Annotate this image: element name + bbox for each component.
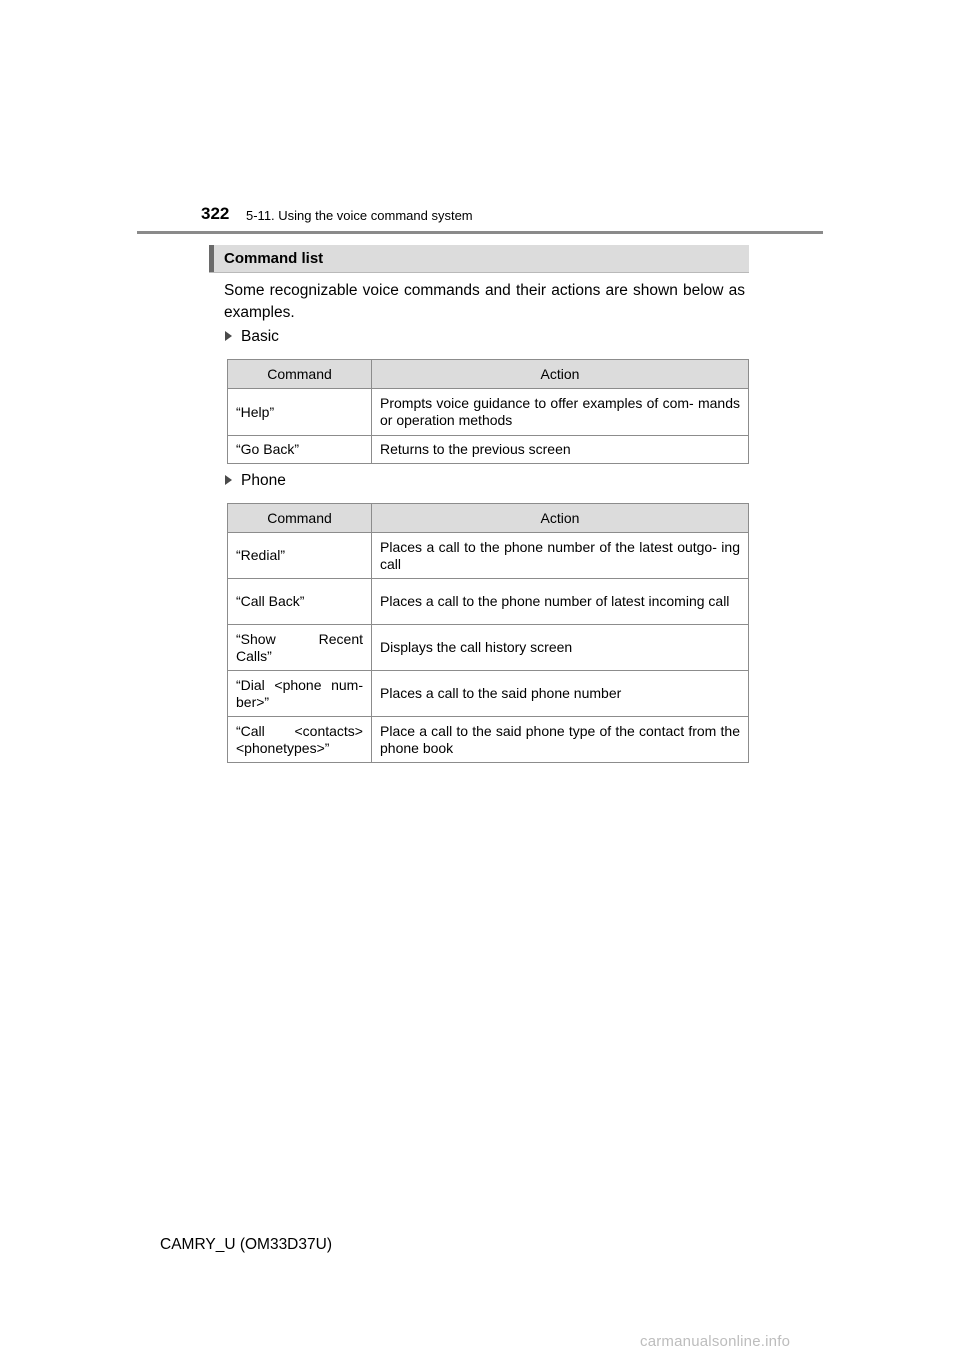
action-cell: Places a call to the phone number of the latest outgo- ing call (372, 533, 749, 579)
bullet-phone (225, 471, 286, 491)
command-cell: “Call <contacts> <phonetypes>” (228, 717, 372, 763)
action-cell: Returns to the previous screen (372, 436, 749, 464)
subheading-command-list (209, 245, 749, 273)
command-cell: “Go Back” (228, 436, 372, 464)
table-row (228, 579, 749, 625)
command-cell: “Help” (228, 389, 372, 436)
triangle-bullet-icon (225, 475, 232, 485)
command-cell: “Dial <phone num- ber>” (228, 671, 372, 717)
intro-paragraph: Some recognizable voice commands and their actions are shown below as examples. (224, 282, 745, 321)
section-title: 5-11. Using the voice command system (246, 208, 473, 223)
basic-command-table (227, 359, 749, 464)
command-cell: “Call Back” (228, 579, 372, 625)
table-header-row (228, 360, 749, 389)
column-header-command: Command (228, 360, 372, 389)
bullet-basic (225, 327, 279, 347)
page-number: 322 (201, 204, 230, 223)
phone-command-table (227, 503, 749, 763)
table-header-row (228, 504, 749, 533)
table-row (228, 625, 749, 671)
bullet-label: Phone (241, 472, 286, 489)
action-cell: Place a call to the said phone type of the contact from the phone book (372, 717, 749, 763)
watermark-text: carmanualsonline.info (640, 1333, 791, 1350)
column-header-command: Command (228, 504, 372, 533)
footer-model-code: CAMRY_U (OM33D37U) (160, 1236, 332, 1253)
column-header-action: Action (372, 360, 749, 389)
header-rule (137, 231, 823, 234)
command-cell: “Redial” (228, 533, 372, 579)
column-header-action: Action (372, 504, 749, 533)
action-cell: Places a call to the phone number of latest incoming call (372, 579, 749, 625)
triangle-bullet-icon (225, 331, 232, 341)
subheading-text: Command list (224, 250, 324, 267)
table-row (228, 436, 749, 464)
action-cell: Prompts voice guidance to offer examples of com- mands or operation methods (372, 389, 749, 436)
page-header (201, 204, 821, 232)
action-cell: Places a call to the said phone number (372, 671, 749, 717)
bullet-label: Basic (241, 328, 279, 345)
table-row (228, 389, 749, 436)
table-row (228, 671, 749, 717)
subheading-accent-bar (209, 245, 214, 272)
action-cell: Displays the call history screen (372, 625, 749, 671)
table-row (228, 717, 749, 763)
table-row (228, 533, 749, 579)
command-cell: “Show Recent Calls” (228, 625, 372, 671)
